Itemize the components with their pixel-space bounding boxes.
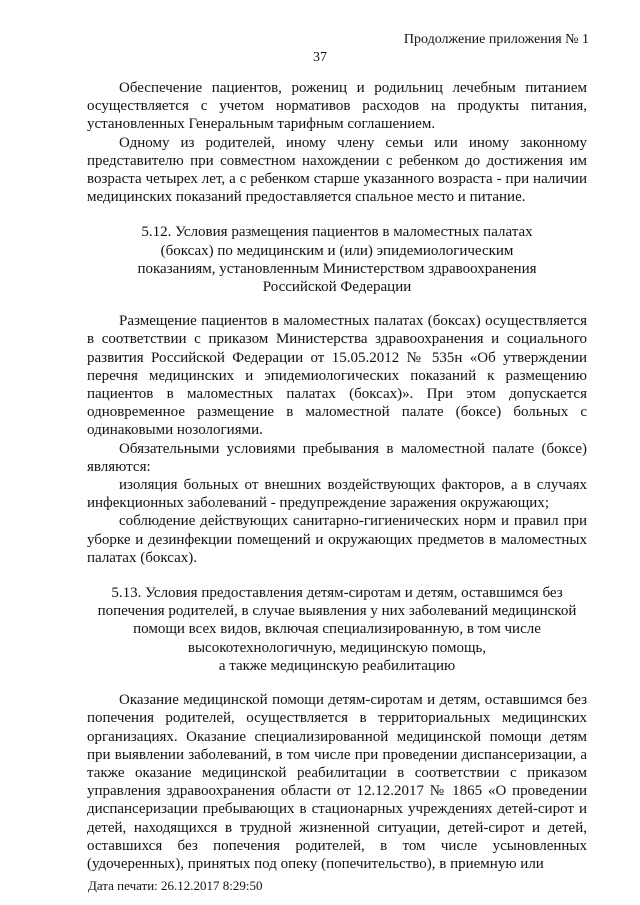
print-date: Дата печати: 26.12.2017 8:29:50	[88, 878, 263, 893]
section-title-line: 5.12. Условия размещения пациентов в маломестных палатах	[141, 224, 533, 241]
section-5-13-title	[87, 584, 587, 675]
page-number: 37	[313, 50, 327, 65]
paragraph-parent-accommodation: Одному из родителей, иному члену семьи или иному законному представителю при совместном нахождении с ребенком до достижения им возраста четырех лет, а с ребенком старше указанного возраста - при наличии медицинских показаний предоставляется спальное место и питание.	[87, 134, 587, 206]
list-item-sanitary-norms: соблюдение действующих санитарно-гигиенических норм и правил при уборке и дезинфекции помещений и окружающих предметов в маломестных палатах (боксах).	[87, 513, 587, 566]
section-title-line: попечения родителей, в случае выявления у них заболеваний медицинской	[97, 603, 577, 620]
section-title-line: Российской Федерации	[262, 279, 412, 296]
paragraph-placement: Размещение пациентов в маломестных палатах (боксах) осуществляется в соответствии с приказом Министерства здравоохранения и социального развития Российской Федерации от 15.05.2012 № 535н «Об утверждении перечня медицинских и эпидемиологических показаний к размещению пациентов в маломестных палатах (боксах)». При этом допускается одновременное размещение в маломестной палате (боксе) больных с одинаковыми нозологиями.	[87, 313, 587, 439]
list-item-isolation: изоляция больных от внешних воздействующих факторов, а в случаях инфекционных заболеваний - предупреждение заражения окружающих;	[87, 477, 587, 512]
document-body	[87, 79, 587, 873]
section-5-12-title	[87, 223, 587, 296]
appendix-continuation-label: Продолжение приложения № 1	[403, 32, 589, 47]
section-title-line: а также медицинскую реабилитацию	[218, 657, 456, 674]
section-title-line: 5.13. Условия предоставления детям-сиротам и детям, оставшимся без	[111, 585, 563, 602]
paragraph-orphans-care: Оказание медицинской помощи детям-сиротам и детям, оставшимся без попечения родителей, осуществляется в территориальных медицинских организациях. Оказание специализированной медицинской помощи детям при выявлении заболеваний, в том числе при проведении диспансеризации, а также оказание медицинской реабилитации в соответствии с приказом управления здравоохранения области от 12.12.2017 № 1865 «О проведении диспансеризации пребывающих в стационарных учреждениях детей-сирот и детей, находящихся в трудной жизненной ситуации, детей-сирот и детей, оставшихся без попечения родителей, в том числе усыновленных (удочеренных), принятых под опеку (попечительство), в приемную или	[87, 692, 587, 872]
section-title-line: высокотехнологичную, медицинскую помощь,	[187, 639, 487, 656]
section-title-line: помощи всех видов, включая специализированную, в том числе	[133, 621, 541, 638]
section-title-line: показаниям, установленным Министерством здравоохранения	[137, 260, 537, 277]
section-title-line: (боксах) по медицинским и (или) эпидемиологическим	[160, 242, 514, 259]
paragraph-nutrition: Обеспечение пациентов, рожениц и родильниц лечебным питанием осуществляется с учетом нормативов расходов на продукты питания, установленных Генеральным тарифным соглашением.	[87, 80, 587, 133]
paragraph-mandatory-conditions: Обязательными условиями пребывания в маломестной палате (боксе) являются:	[87, 440, 587, 475]
